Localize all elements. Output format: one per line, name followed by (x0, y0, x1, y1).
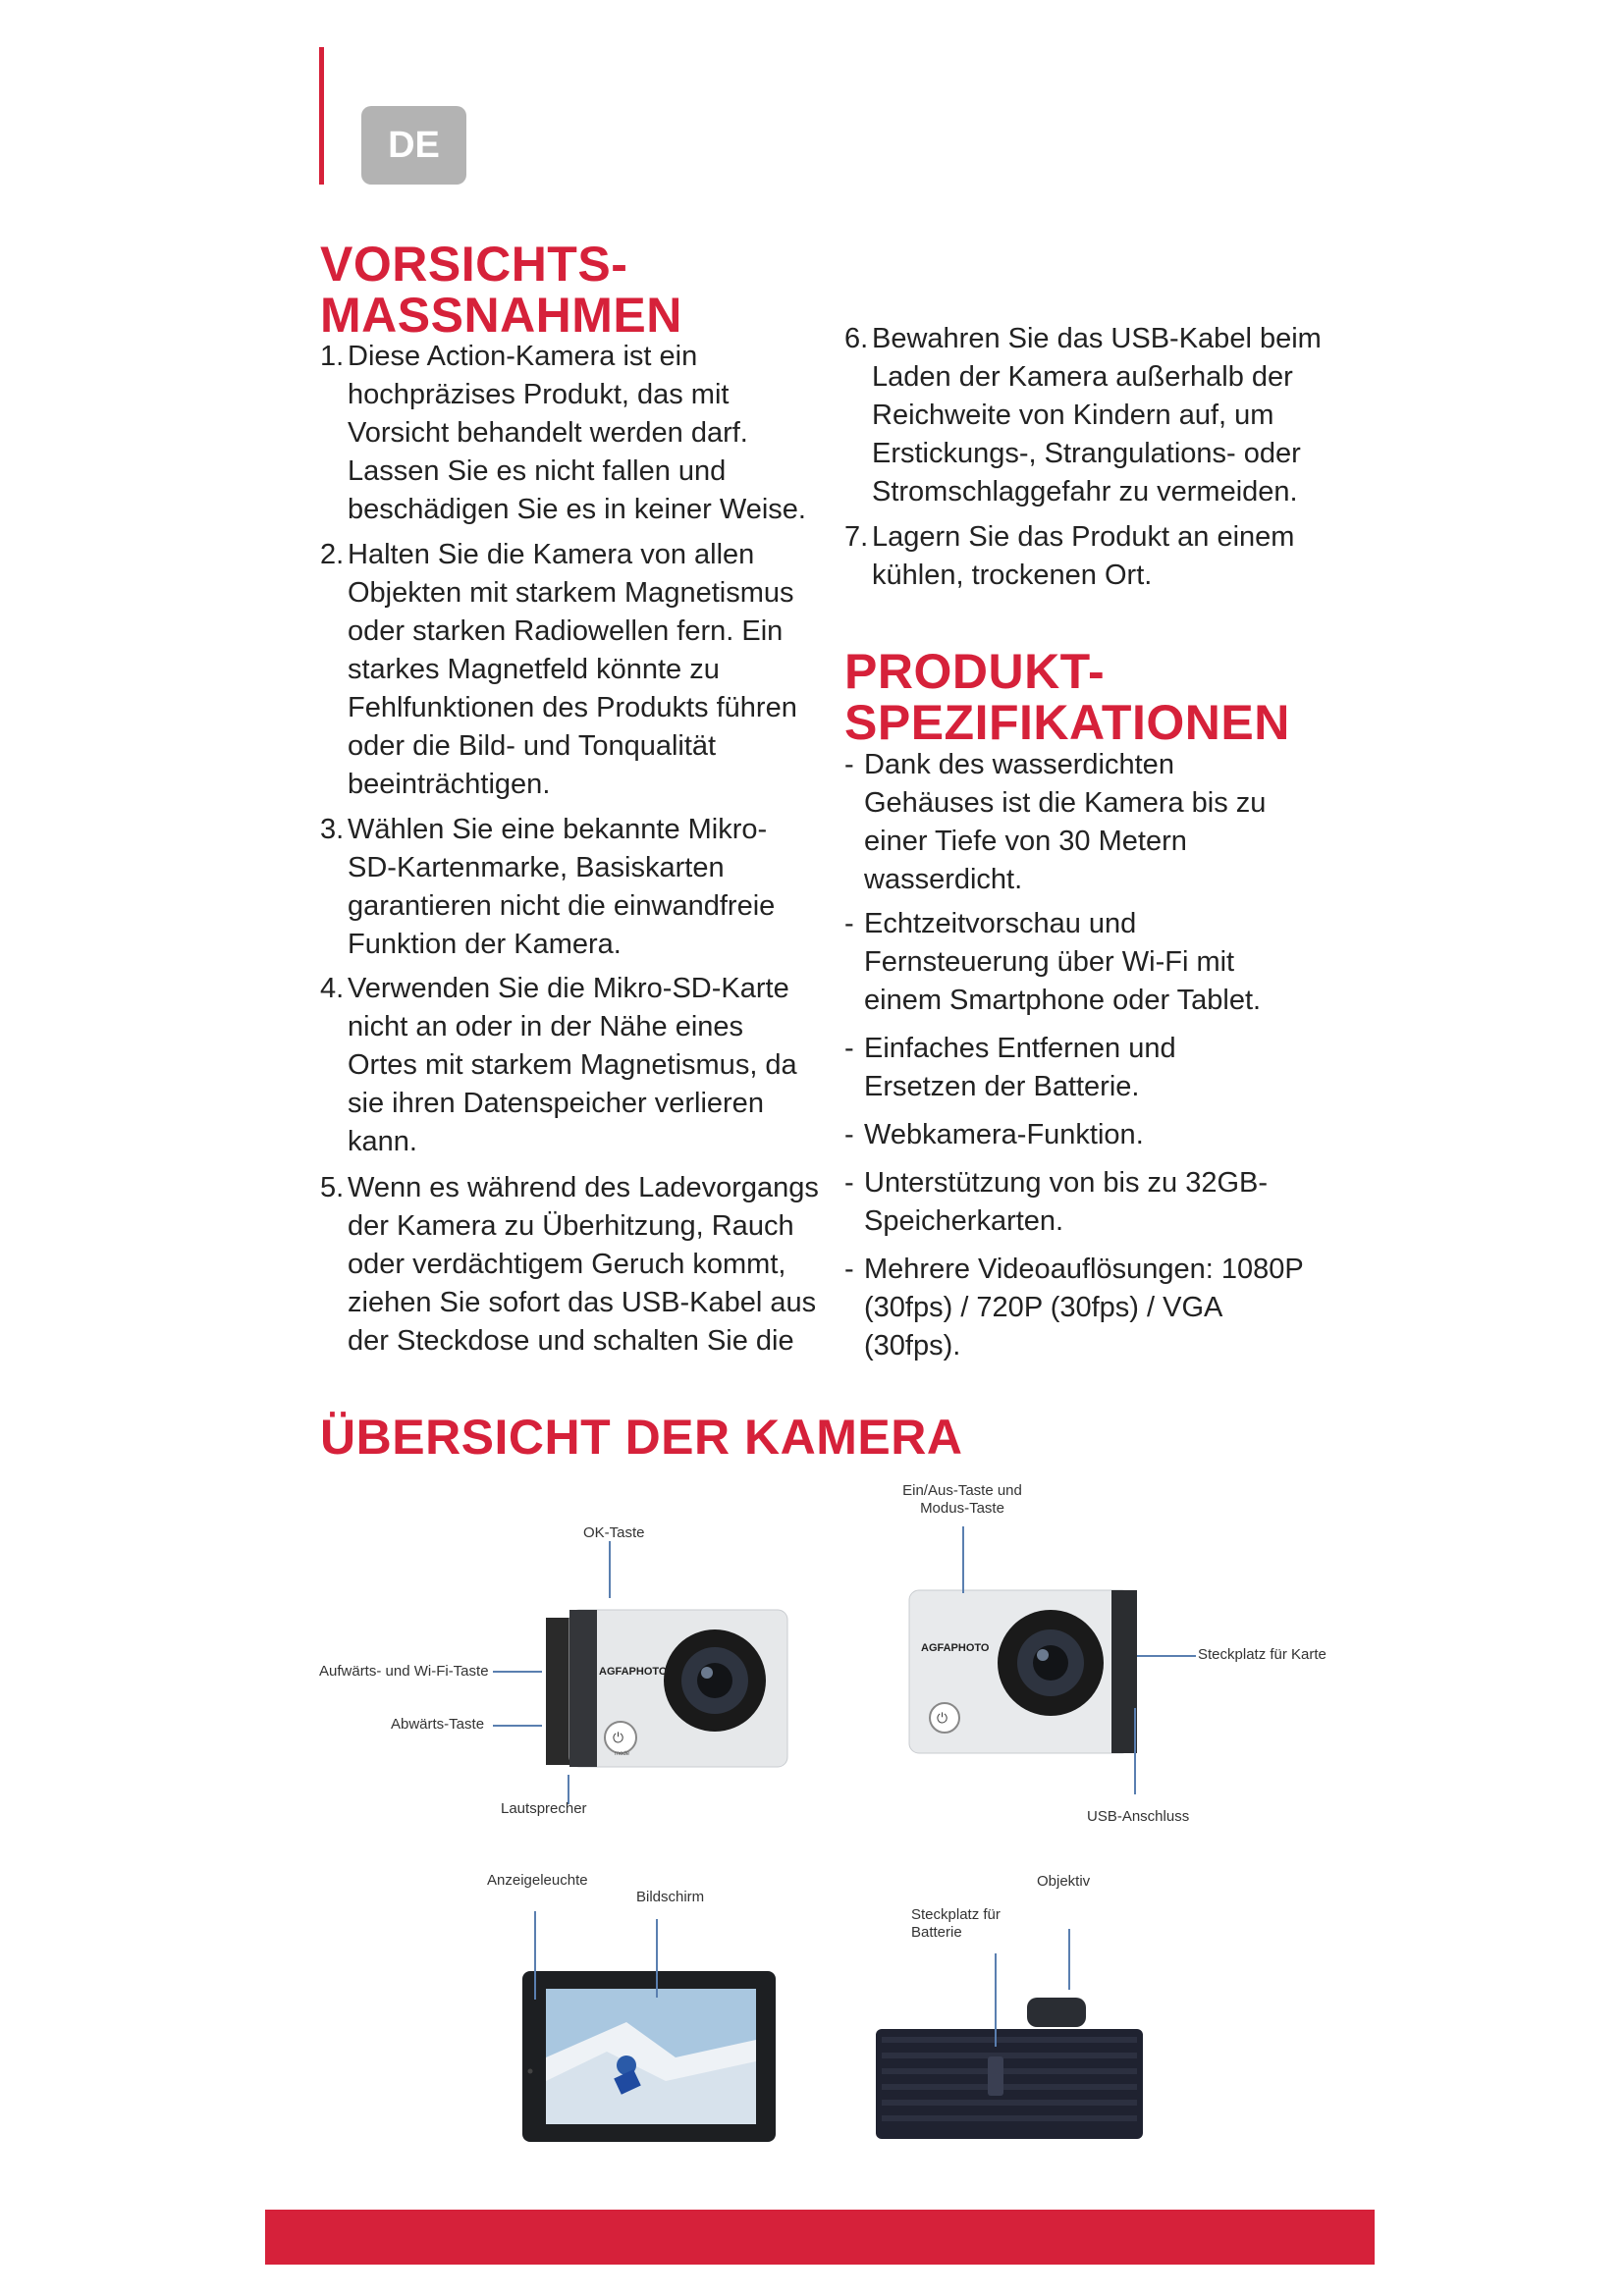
spec-item-6: - Mehrere Videoauflösungen: 1080P (30fps) / 720P (30fps) / VGA (30fps). (844, 1254, 1304, 1362)
precautions-title-line1: VORSICHTS- (320, 237, 628, 292)
spec-item-4: - Webkamera-Funktion. (844, 1119, 1144, 1150)
overview-title: ÜBERSICHT DER KAMERA (320, 1410, 963, 1465)
lens-leader (1068, 1929, 1070, 1990)
spec-item-2: - Echtzeitvorschau und Fernsteuerung über Wi-Fi mit einem Smartphone oder Tablet. (844, 908, 1262, 1016)
down-leader (493, 1725, 542, 1727)
card-leader (1137, 1655, 1196, 1657)
label-power-mode: Ein/Aus-Taste und Modus-Taste (902, 1482, 1022, 1517)
label-indicator: Anzeigeleuchte (487, 1872, 588, 1889)
brand-label-1: AGFAPHOTO (599, 1666, 668, 1678)
up-wifi-leader (493, 1671, 542, 1673)
precautions-title-line2: MASSNAHMEN (320, 288, 682, 343)
usb-leader (1134, 1708, 1136, 1794)
label-up-wifi: Aufwärts- und Wi-Fi-Taste (319, 1663, 489, 1680)
precaution-item-4: 4. Verwenden Sie die Mikro-SD-Karte nicht an oder in der Nähe eines Ortes mit starkem Magnetismus, da sie ihren Datenspeicher verlieren kann. (320, 973, 797, 1157)
camera-back-screen (518, 1963, 780, 2145)
svg-text:⏻: ⏻ (937, 1711, 948, 1727)
spec-item-5: - Unterstützung von bis zu 32GB-Speicherkarten. (844, 1167, 1269, 1237)
screen-leader (656, 1919, 658, 1998)
indicator-leader (534, 1911, 536, 2000)
precaution-item-6: 6. Bewahren Sie das USB-Kabel beim Laden der Kamera außerhalb der Reichweite von Kindern auf, um Erstickungs-, Strangulations- oder Stromschlaggefahr zu vermeiden. (844, 323, 1322, 507)
svg-text:mode: mode (615, 1751, 630, 1757)
label-card-slot: Steckplatz für Karte (1198, 1646, 1326, 1663)
power-leader (962, 1526, 964, 1593)
precaution-item-1: 1. Diese Action-Kamera ist ein hochpräzises Produkt, das mit Vorsicht behandelt werden darf. Lassen Sie es nicht fallen und beschädigen Sie es in keiner Weise. (320, 341, 806, 525)
specs-title (844, 646, 1290, 748)
precaution-item-3: 3. Wählen Sie eine bekannte Mikro-SD-Kartenmarke, Basiskarten garantieren nicht die einwandfreie Funktion der Kamera. (320, 814, 776, 960)
battery-leader (995, 1953, 997, 2047)
label-lens: Objektiv (1037, 1873, 1091, 1890)
precautions-title (320, 239, 682, 341)
spec-item-3: - Einfaches Entfernen und Ersetzen der Batterie. (844, 1033, 1176, 1102)
label-usb: USB-Anschluss (1087, 1808, 1190, 1825)
camera-front-right (903, 1580, 1159, 1767)
brand-label-2: AGFAPHOTO (921, 1642, 990, 1654)
specs-title-line1: PRODUKT- (844, 644, 1106, 699)
specs-title-line2: SPEZIFIKATIONEN (844, 695, 1290, 750)
label-speaker: Lautsprecher (501, 1800, 587, 1817)
footer-bar (265, 2210, 1375, 2265)
label-screen: Bildschirm (636, 1889, 705, 1905)
spec-item-1: - Dank des wasserdichten Gehäuses ist die Kamera bis zu einer Tiefe von 30 Metern wasserdicht. (844, 749, 1267, 895)
accent-bar (319, 47, 324, 185)
svg-text:⏻: ⏻ (613, 1731, 624, 1746)
camera-front-left (540, 1590, 795, 1777)
precaution-item-7: 7. Lagern Sie das Produkt an einem kühlen, trockenen Ort. (844, 521, 1295, 591)
precaution-item-2: 2. Halten Sie die Kamera von allen Objekten mit starkem Magnetismus oder starken Radiowellen fern. Ein starkes Magnetfeld könnte zu Fehlfunktionen des Produkts führen oder die Bild- und Tonqualität beeinträchtigen. (320, 539, 797, 800)
precaution-item-5: 5. Wenn es während des Ladevorgangs der Kamera zu Überhitzung, Rauch oder verdächtigem Geruch kommt, ziehen Sie sofort das USB-Kabel aus der Steckdose und schalten Sie die (320, 1172, 819, 1357)
label-down: Abwärts-Taste (391, 1716, 485, 1733)
label-battery-slot: Steckplatz für Batterie (911, 1906, 1001, 1941)
ok-leader (609, 1541, 611, 1598)
label-ok: OK-Taste (583, 1524, 645, 1541)
camera-bottom-battery (870, 1988, 1149, 2145)
language-tab: DE (361, 106, 466, 185)
